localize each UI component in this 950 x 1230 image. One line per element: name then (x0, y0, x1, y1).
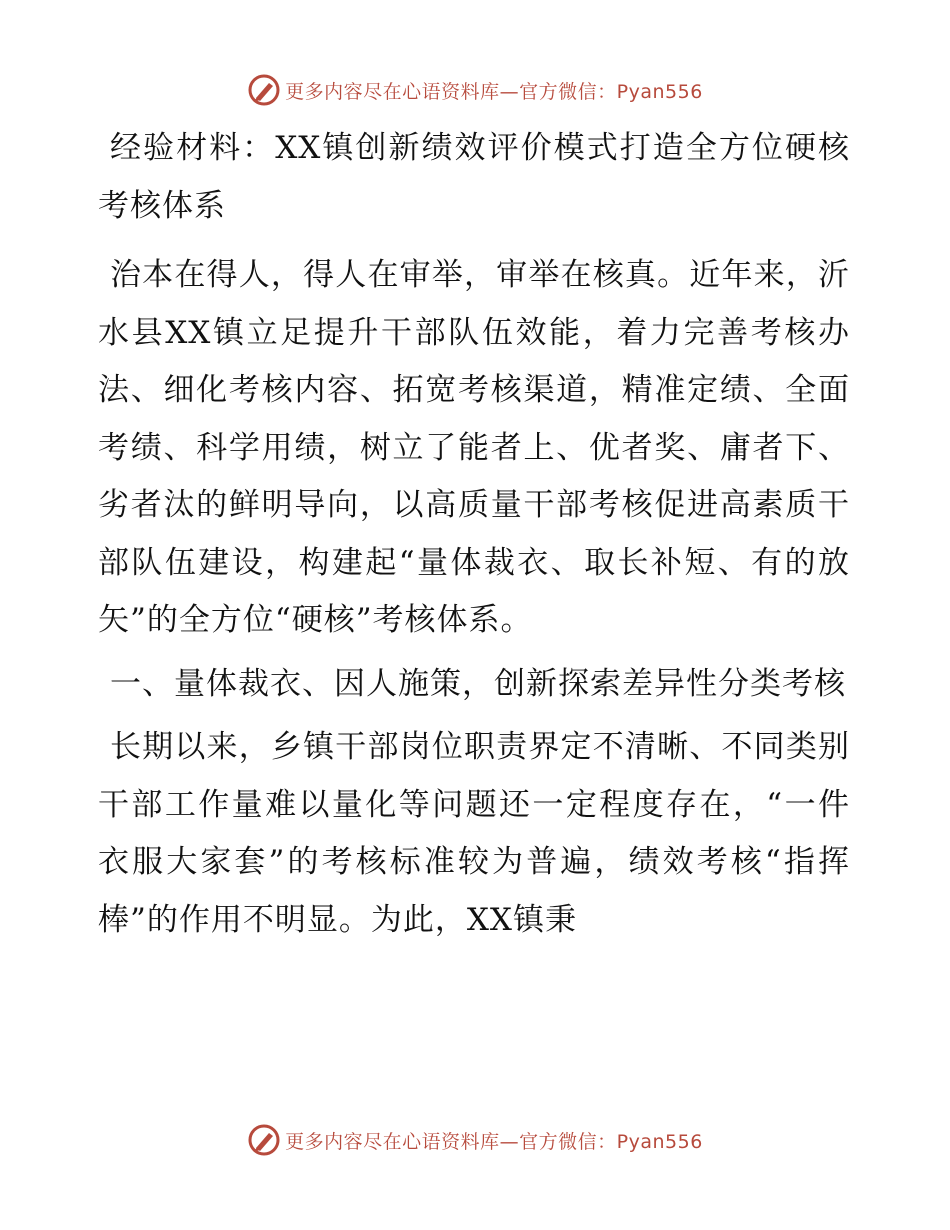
watermark-text: 更多内容尽在心语资料库—官方微信：Pyan556 (285, 80, 703, 103)
watermark-text: 更多内容尽在心语资料库—官方微信：Pyan556 (285, 1130, 703, 1153)
section-heading-1: 一、量体裁衣、因人施策，创新探索差异性分类考核 (110, 665, 846, 702)
pen-seal-logo-icon (247, 73, 281, 107)
pen-seal-logo-icon (247, 1123, 281, 1157)
paragraph-intro: 治本在得人，得人在审举，审举在核真。近年来，沂水县XX镇立足提升干部队伍效能，着力完善考核办法、细化考核内容、拓宽考核渠道，精准定绩、全面考绩、科学用绩，树立了能者上、优者奖、庸者下、劣者汰的鲜明导向，以高质量干部考核促进高素质干部队伍建设，构建起“量体裁衣、取长补短、有的放矢”的全方位“硬核”考核体系。 (98, 257, 850, 638)
watermark-banner-bottom (0, 1120, 950, 1160)
document-title: 经验材料：XX镇创新绩效评价模式打造全方位硬核考核体系 (98, 130, 850, 224)
document-body (98, 120, 850, 949)
paragraph-section-1: 长期以来，乡镇干部岗位职责界定不清晰、不同类别干部工作量难以量化等问题还一定程度存在，“一件衣服大家套”的考核标准较为普遍，绩效考核“指挥棒”的作用不明显。为此，XX镇秉 (98, 729, 850, 938)
watermark-banner-top (0, 70, 950, 110)
